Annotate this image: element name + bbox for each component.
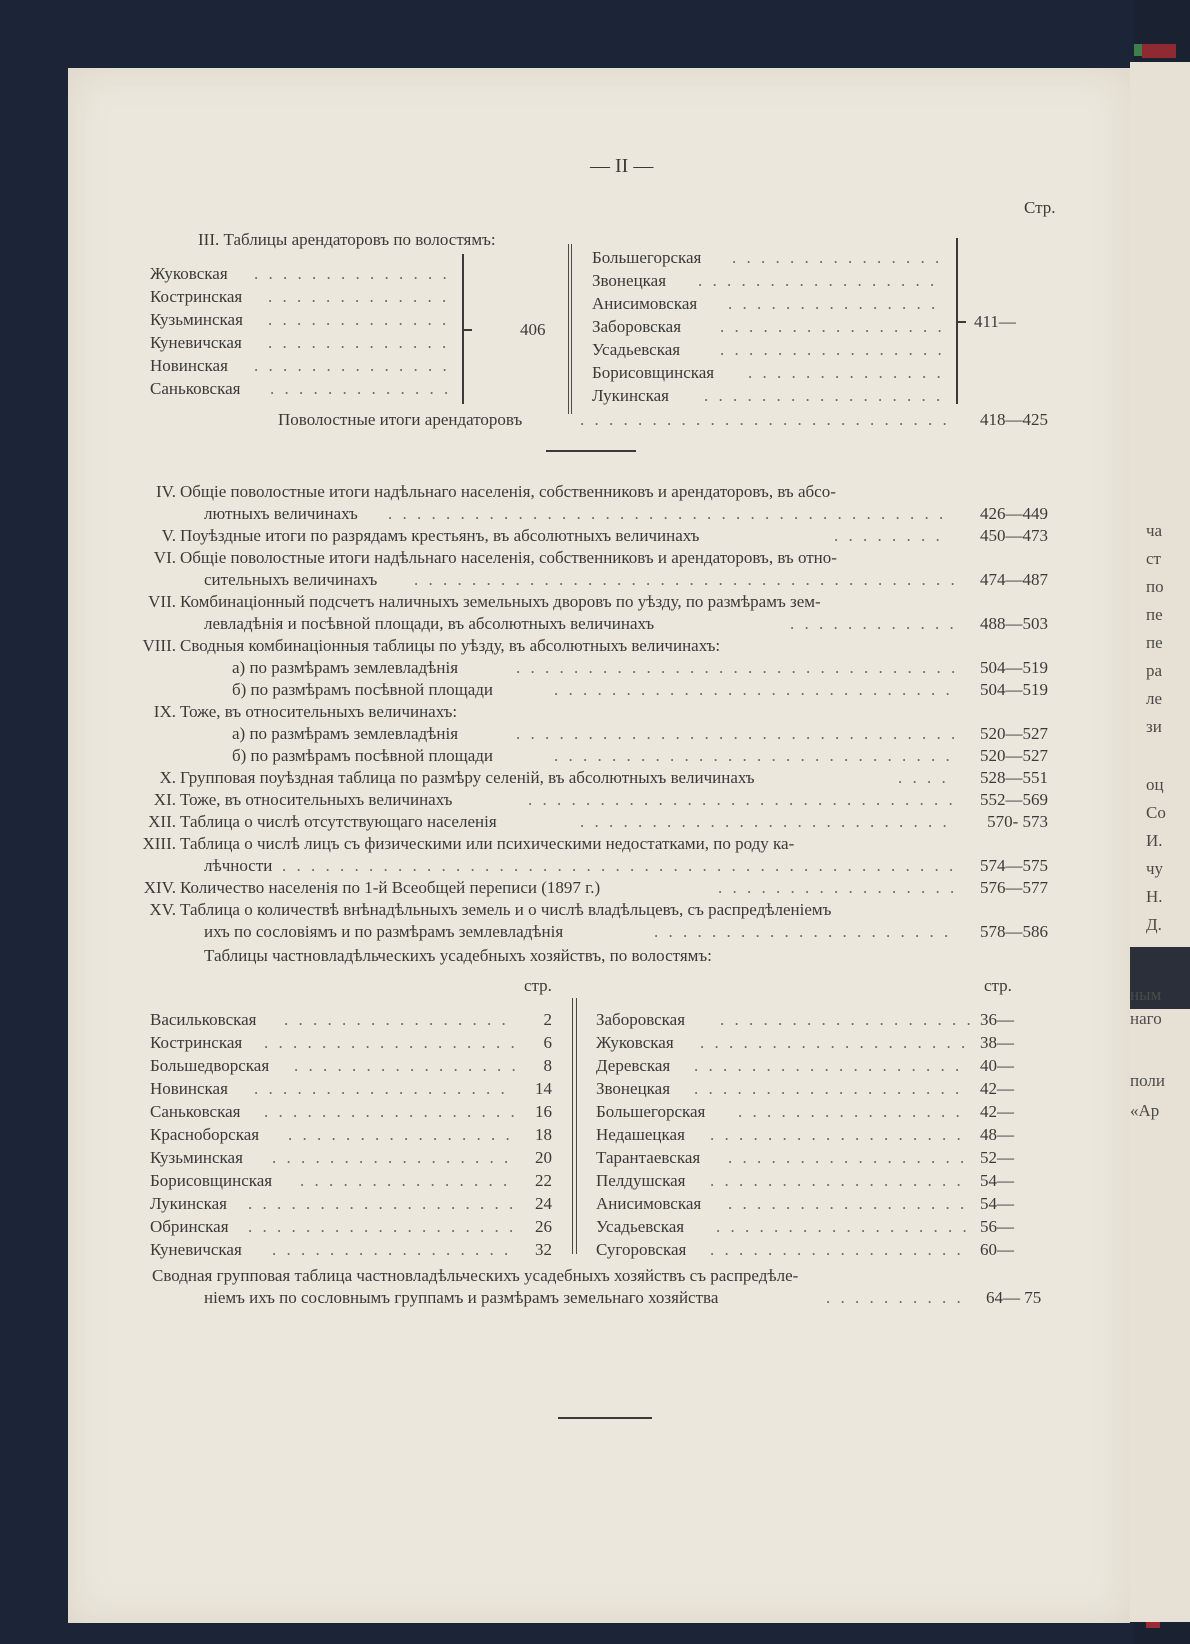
adjacent-fragment: ра: [1146, 661, 1163, 680]
volost-name: Заборовская: [592, 317, 682, 336]
toc-subitem: а) по размѣрамъ землевладѣнія: [232, 658, 459, 677]
page-ref: 22: [535, 1171, 552, 1190]
volost-name: Недашецкая: [596, 1125, 685, 1144]
page-ref: 18: [535, 1125, 552, 1144]
toc-number: V.: [161, 526, 176, 545]
page-ref: 20: [535, 1148, 552, 1167]
separator-rule: [546, 450, 636, 452]
adjacent-fragment: Н.: [1146, 887, 1163, 906]
volost-name: Саньковская: [150, 1102, 241, 1121]
page-range: 570- 573: [987, 812, 1048, 831]
page-ref: 26: [535, 1217, 552, 1236]
toc-text: левладѣнія и посѣвной площади, въ абсолютныхъ величинахъ: [204, 614, 655, 633]
volost-name: Пелдушская: [596, 1171, 686, 1190]
column-header-right: стр.: [984, 976, 1012, 995]
toc-number: XI.: [153, 790, 176, 809]
page-ref: 6: [543, 1033, 552, 1052]
toc-text: Общіе поволостные итоги надѣльнаго населенія, собственниковъ и арендаторовъ, въ абсо-: [180, 482, 836, 501]
toc-text: Таблица о количествѣ внѣнадѣльныхъ земель и о числѣ владѣльцевъ, съ распредѣленіемъ: [180, 900, 832, 919]
page-ref: 24: [535, 1194, 552, 1213]
volost-name: Васильковская: [150, 1010, 257, 1029]
toc-number: VII.: [148, 592, 176, 611]
toc-number: XII.: [148, 812, 176, 831]
toc-number: IV.: [156, 482, 176, 501]
volost-name: Куневичская: [150, 1240, 242, 1259]
column-divider: [568, 244, 569, 414]
brace: [946, 238, 958, 404]
volost-name: Усадьевская: [592, 340, 681, 359]
volost-name: Обринская: [150, 1217, 229, 1236]
volost-name: Кузьминская: [150, 1148, 243, 1167]
volost-name: Большегорская: [596, 1102, 706, 1121]
page-range: 520—527: [980, 746, 1048, 765]
page-range: 576—577: [980, 878, 1048, 897]
toc-text: Таблица о числѣ лицъ съ физическими или психическими недостатками, по роду ка-: [180, 834, 795, 853]
adjacent-fragment: Д.: [1146, 915, 1162, 934]
volost-name: Костринская: [150, 287, 243, 306]
page-range: 488—503: [980, 614, 1048, 633]
separator-rule: [558, 1417, 652, 1419]
toc-text: Общіе поволостные итоги надѣльнаго населенія, собственниковъ и арендаторовъ, въ отно-: [180, 548, 837, 567]
adjacent-fragment: наго: [1130, 1009, 1162, 1028]
toc-subitem: б) по размѣрамъ посѣвной площади: [232, 680, 493, 699]
toc-number: VIII.: [142, 636, 176, 655]
toc-text: Комбинаціонный подсчетъ наличныхъ земельныхъ дворовъ по уѣзду, по размѣрамъ зем-: [180, 592, 821, 611]
page-ref: 54—: [980, 1171, 1014, 1190]
page-ref: 38—: [980, 1033, 1014, 1052]
adjacent-fragment: И.: [1146, 831, 1163, 850]
volost-name: Деревская: [596, 1056, 671, 1075]
volost-name: Новинская: [150, 356, 228, 375]
volost-name: Красноборская: [150, 1125, 260, 1144]
volost-name: Жуковская: [596, 1033, 674, 1052]
toc-number: XIV.: [143, 878, 176, 897]
toc-text: ихъ по сословіямъ и по размѣрамъ землевладѣнія: [204, 922, 564, 941]
page-ref: 40—: [980, 1056, 1014, 1075]
page-range: 504—519: [980, 658, 1048, 677]
page-number: — II —: [590, 155, 654, 177]
adjacent-fragment: ча: [1146, 521, 1163, 540]
volost-name: Усадьевская: [596, 1217, 685, 1236]
adjacent-fragment: по: [1146, 577, 1164, 596]
page-range: 450—473: [980, 526, 1048, 545]
page-range: 552—569: [980, 790, 1048, 809]
page-range: 504—519: [980, 680, 1048, 699]
column-divider: [571, 244, 572, 414]
page-ref: 48—: [980, 1125, 1014, 1144]
toc-text: Количество населенія по 1-й Всеобщей переписи (1897 г.): [180, 878, 601, 897]
section-3-totals-label: Поволостные итоги арендаторовъ: [278, 410, 523, 429]
volost-name: Кузьминская: [150, 310, 243, 329]
volost-name: Звонецкая: [592, 271, 667, 290]
page-ref: 411—: [974, 312, 1016, 331]
page-ref: 42—: [980, 1079, 1014, 1098]
volost-name: Лукинская: [150, 1194, 227, 1213]
toc-text: Тоже, въ относительныхъ величинахъ: [180, 790, 453, 809]
toc-text: Поуѣздные итоги по разрядамъ крестьянъ, въ абсолютныхъ величинахъ: [180, 526, 700, 545]
document-page: [68, 68, 1130, 1623]
volost-name: Сугоровская: [596, 1240, 687, 1259]
summary-table-text: ніемъ ихъ по сословнымъ группамъ и размѣрамъ земельнаго хозяйства: [204, 1288, 719, 1307]
adjacent-fragment: чу: [1146, 859, 1164, 878]
volost-name: Большегорская: [592, 248, 702, 267]
page-range: 574—575: [980, 856, 1048, 875]
toc-text: Групповая поуѣздная таблица по размѣру селеній, въ абсолютныхъ величинахъ: [180, 768, 755, 787]
section-3-title: III. Таблицы арендаторовъ по волостямъ:: [198, 230, 496, 249]
volost-name: Саньковская: [150, 379, 241, 398]
toc-number: XIII.: [142, 834, 176, 853]
adjacent-fragment: «Ар: [1130, 1101, 1160, 1120]
page-ref: 52—: [980, 1148, 1014, 1167]
page-range: 418—425: [980, 410, 1048, 429]
volost-name: Лукинская: [592, 386, 669, 405]
page-ref: 16: [535, 1102, 552, 1121]
volost-name: Заборовская: [596, 1010, 686, 1029]
page-ref: 36—: [980, 1010, 1014, 1029]
summary-table-text: Сводная групповая таблица частновладѣльческихъ усадебныхъ хозяйствъ съ распредѣле-: [152, 1266, 799, 1285]
toc-subitem: а) по размѣрамъ землевладѣнія: [232, 724, 459, 743]
column-divider: [572, 998, 573, 1254]
page-ref: 56—: [980, 1217, 1014, 1236]
adjacent-fragment: оц: [1146, 775, 1164, 794]
volost-name: Жуковская: [150, 264, 228, 283]
page-ref: 406: [520, 320, 546, 339]
page-range: 520—527: [980, 724, 1048, 743]
page-range: 578—586: [980, 922, 1048, 941]
page-ref: 32: [535, 1240, 552, 1259]
volost-name: Борисовщинская: [592, 363, 715, 382]
toc-text: Тоже, въ относительныхъ величинахъ:: [180, 702, 458, 721]
page-ref: 8: [543, 1056, 552, 1075]
toc-number: XV.: [149, 900, 176, 919]
volost-name: Куневичская: [150, 333, 242, 352]
volost-name: Тарантаевская: [596, 1148, 701, 1167]
brace: [452, 254, 464, 404]
toc-number: IX.: [153, 702, 176, 721]
adjacent-fragment: Со: [1146, 803, 1166, 822]
volost-name: Костринская: [150, 1033, 243, 1052]
page-column-header: Стр.: [1024, 198, 1056, 217]
adjacent-fragment: ле: [1146, 689, 1163, 708]
volost-name: Анисимовская: [596, 1194, 702, 1213]
toc-text: Сводныя комбинаціонныя таблицы по уѣзду, въ абсолютныхъ величинахъ:: [180, 636, 721, 655]
page-range: 426—449: [980, 504, 1048, 523]
adjacent-page: [1130, 62, 1190, 1622]
private-tables-title: Таблицы частновладѣльческихъ усадебныхъ хозяйствъ, по волостямъ:: [204, 946, 712, 965]
page-ref: 60—: [980, 1240, 1014, 1259]
adjacent-fragment: пе: [1146, 605, 1163, 624]
volost-name: Новинская: [150, 1079, 228, 1098]
bookmark-red-top: [1142, 44, 1176, 58]
adjacent-fragment: ным: [1130, 985, 1162, 1004]
volost-name: Анисимовская: [592, 294, 698, 313]
volost-name: Большедворская: [150, 1056, 270, 1075]
page-range: 474—487: [980, 570, 1048, 589]
toc-text: Таблица о числѣ отсутствующаго населенія: [180, 812, 497, 831]
page-ref: 54—: [980, 1194, 1014, 1213]
toc-subitem: б) по размѣрамъ посѣвной площади: [232, 746, 493, 765]
volost-name: Борисовщинская: [150, 1171, 273, 1190]
adjacent-fragment: поли: [1130, 1071, 1165, 1090]
column-divider: [576, 998, 577, 1254]
page-ref: 42—: [980, 1102, 1014, 1121]
toc-text: лѣчности: [204, 856, 273, 875]
toc-number: X.: [159, 768, 176, 787]
adjacent-fragment: пе: [1146, 633, 1163, 652]
toc-number: VI.: [153, 548, 176, 567]
page-ref: 2: [543, 1010, 552, 1029]
page-range: 64— 75: [986, 1288, 1042, 1307]
volost-name: Звонецкая: [596, 1079, 671, 1098]
column-header-left: стр.: [524, 976, 552, 995]
page-range: 528—551: [980, 768, 1048, 787]
page-ref: 14: [535, 1079, 552, 1098]
toc-text: сительныхъ величинахъ: [204, 570, 378, 589]
adjacent-fragment: зи: [1146, 717, 1162, 736]
toc-text: лютныхъ величинахъ: [204, 504, 358, 523]
adjacent-fragment: ст: [1146, 549, 1161, 568]
